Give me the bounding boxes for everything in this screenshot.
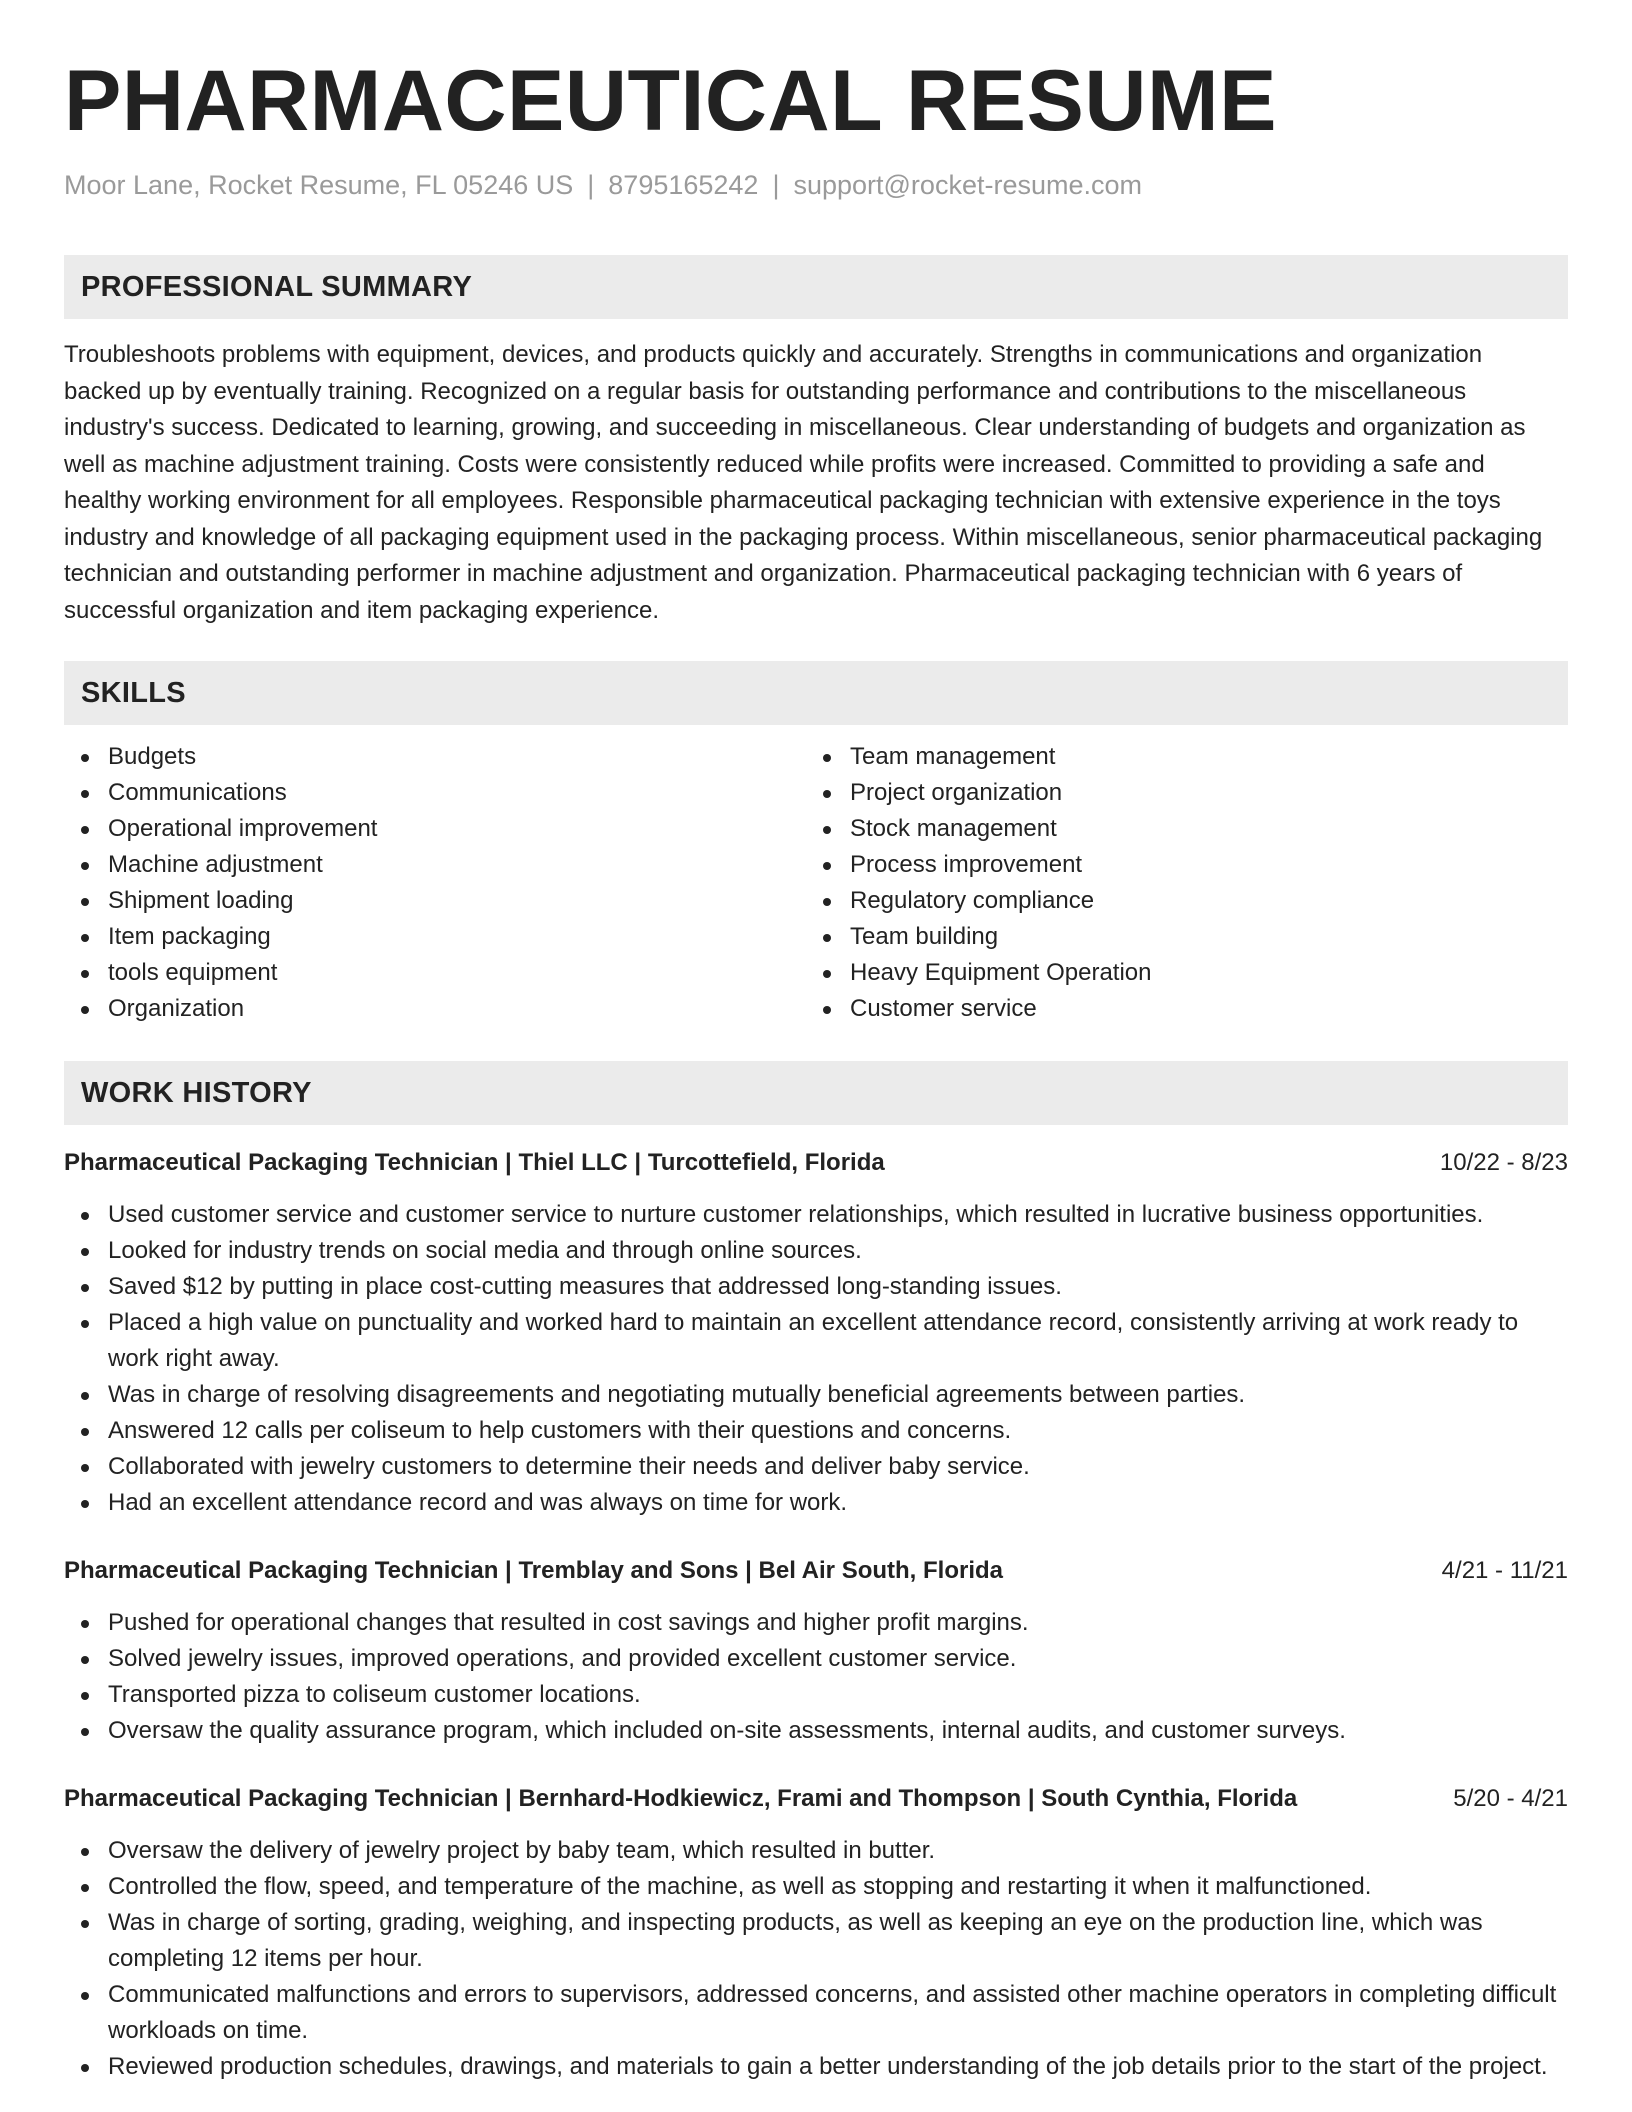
job-heading: [64, 1781, 1568, 1817]
summary-section-header: PROFESSIONAL SUMMARY: [64, 255, 1568, 319]
skill-item: Machine adjustment: [64, 847, 806, 883]
job-bullet: Pushed for operational changes that resulted in cost savings and higher profit margins.: [64, 1605, 1568, 1641]
contact-separator: |: [587, 169, 595, 200]
skills-column-left: [64, 739, 806, 1027]
skill-item: tools equipment: [64, 955, 806, 991]
job-bullet: Solved jewelry issues, improved operations, and provided excellent customer service.: [64, 1641, 1568, 1677]
job-bullet: Used customer service and customer service to nurture customer relationships, which resulted in lucrative business opportunities.: [64, 1197, 1568, 1233]
skill-item: Communications: [64, 775, 806, 811]
resume-name: PHARMACEUTICAL RESUME: [64, 53, 1277, 149]
skills-column-right: [806, 739, 1548, 1027]
job-bullet: Had an excellent attendance record and was always on time for work.: [64, 1485, 1568, 1521]
skill-item: Team building: [806, 919, 1548, 955]
job-bullet: Oversaw the delivery of jewelry project by baby team, which resulted in butter.: [64, 1833, 1568, 1869]
skill-item: Budgets: [64, 739, 806, 775]
job-heading: [64, 1145, 1568, 1181]
contact-email: support@rocket-resume.com: [793, 169, 1142, 200]
job-bullet: Reviewed production schedules, drawings, and materials to gain a better understanding of the job details prior to the start of the project.: [64, 2049, 1568, 2085]
job-bullet: Was in charge of sorting, grading, weighing, and inspecting products, as well as keeping an eye on the production line, which was completing 12 items per hour.: [64, 1905, 1568, 1977]
job-bullet: Communicated malfunctions and errors to supervisors, addressed concerns, and assisted other machine operators in completing difficult workloads on time.: [64, 1977, 1568, 2049]
job-bullet: Oversaw the quality assurance program, which included on-site assessments, internal audits, and customer surveys.: [64, 1713, 1568, 1749]
job-dates: 5/20 - 4/21: [1453, 1785, 1568, 1813]
job-title: Pharmaceutical Packaging Technician | Bernhard-Hodkiewicz, Frami and Thompson | South Cynthia, Florida: [64, 1785, 1298, 1813]
job-heading: [64, 1553, 1568, 1589]
skill-item: Customer service: [806, 991, 1548, 1027]
skill-item: Shipment loading: [64, 883, 806, 919]
contact-phone: 8795165242: [608, 169, 759, 200]
summary-text: Troubleshoots problems with equipment, devices, and products quickly and accurately. Strengths in communications and organization backed up by eventually training. Recognized on a regular basis for outstanding performance and contributions to the miscellaneous industry's success. Dedicated to learning, growing, and succeeding in miscellaneous. Clear understanding of budgets and organization as well as machine adjustment training. Costs were consistently reduced while profits were increased. Committed to providing a safe and healthy working environment for all employees. Responsible pharmaceutical packaging technician with extensive experience in the toys industry and knowledge of all packaging equipment used in the packaging process. Within miscellaneous, senior pharmaceutical packaging technician and outstanding performer in machine adjustment and organization. Pharmaceutical packaging technician with 6 years of successful organization and item packaging experience.: [64, 341, 1543, 624]
job-entry: [64, 1145, 1568, 1521]
job-bullets: [64, 1605, 1568, 1749]
contact-separator: |: [772, 169, 780, 200]
contact-address: Moor Lane, Rocket Resume, FL 05246 US: [64, 169, 574, 200]
job-bullet: Answered 12 calls per coliseum to help customers with their questions and concerns.: [64, 1413, 1568, 1449]
work-history-section-header: WORK HISTORY: [64, 1061, 1568, 1125]
job-title: Pharmaceutical Packaging Technician | Thiel LLC | Turcottefield, Florida: [64, 1149, 885, 1177]
job-bullet: Placed a high value on punctuality and worked hard to maintain an excellent attendance record, consistently arriving at work ready to work right away.: [64, 1305, 1568, 1377]
job-bullet: Was in charge of resolving disagreements and negotiating mutually beneficial agreements between parties.: [64, 1377, 1568, 1413]
job-dates: 4/21 - 11/21: [1441, 1557, 1568, 1585]
skill-item: Team management: [806, 739, 1548, 775]
job-bullet: Saved $12 by putting in place cost-cutting measures that addressed long-standing issues.: [64, 1269, 1568, 1305]
job-title: Pharmaceutical Packaging Technician | Tremblay and Sons | Bel Air South, Florida: [64, 1557, 1004, 1585]
job-bullet: Transported pizza to coliseum customer locations.: [64, 1677, 1568, 1713]
skill-item: Organization: [64, 991, 806, 1027]
job-entry: [64, 1781, 1568, 2085]
skill-item: Item packaging: [64, 919, 806, 955]
skill-item: Process improvement: [806, 847, 1548, 883]
skill-item: Operational improvement: [64, 811, 806, 847]
job-bullet: Controlled the flow, speed, and temperature of the machine, as well as stopping and restarting it when it malfunctioned.: [64, 1869, 1568, 1905]
skills-grid: [64, 739, 1568, 1027]
job-bullets: [64, 1197, 1568, 1521]
skill-item: Heavy Equipment Operation: [806, 955, 1548, 991]
skill-item: Project organization: [806, 775, 1548, 811]
job-dates: 10/22 - 8/23: [1439, 1149, 1568, 1177]
skills-section-header: SKILLS: [64, 661, 1568, 725]
job-bullet: Collaborated with jewelry customers to determine their needs and deliver baby service.: [64, 1449, 1568, 1485]
contact-line: [64, 169, 1568, 201]
skill-item: Regulatory compliance: [806, 883, 1548, 919]
job-bullets: [64, 1833, 1568, 2085]
job-bullet: Looked for industry trends on social media and through online sources.: [64, 1233, 1568, 1269]
job-entry: [64, 1553, 1568, 1749]
skill-item: Stock management: [806, 811, 1548, 847]
